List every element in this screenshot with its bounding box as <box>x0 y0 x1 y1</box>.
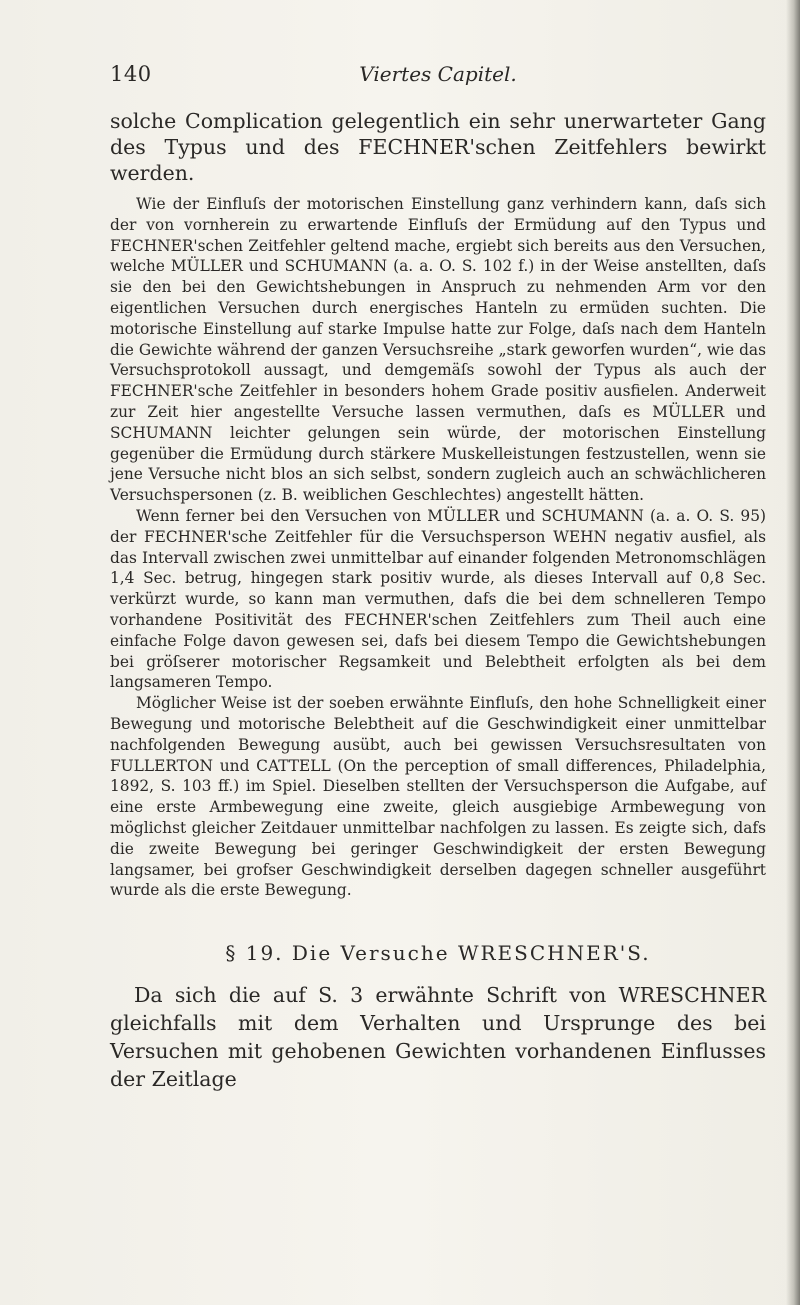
page-body <box>110 108 766 1093</box>
section-heading: § 19. Die Versuche WRESCHNER'S. <box>225 941 651 966</box>
closing-paragraph: Da sich die auf S. 3 erwähnte Schrift von WRESCHNER gleichfalls mit dem Verhalten und Ursprunge des bei Versuchen mit gehobenen Gewichten vorhandenen Einflusses der Zeitlage <box>110 983 766 1092</box>
paragraph-2: Wenn ferner bei den Versuchen von MÜLLER und SCHUMANN (a. a. O. S. 95) der FECHNER'sche Zeitfehler für die Versuchsperson WEHN negativ ausfiel, als das Intervall zwischen zwei unmittelbar auf einander folgenden Metronomschlägen 1,4 Sec. betrug, hingegen stark positiv wurde, als dieses Intervall auf 0,8 Sec. verkürzt wurde, so kann man vermuthen, dafs die bei dem schnelleren Tempo vorhandene Positivität des FECHNER'schen Zeitfehlers zum Theil auch eine einfache Folge davon gewesen sei, dafs bei diesem Tempo die Gewichtshebungen bei gröſserer motorischer Regsamkeit und Belebtheit erfolgten als bei dem langsameren Tempo. <box>110 506 766 692</box>
page-header <box>110 62 766 92</box>
running-head: Viertes Capitel. <box>359 62 517 86</box>
paragraph-3: Möglicher Weise ist der soeben erwähnte Einfluſs, den hohe Schnelligkeit einer Bewegung und motorische Belebtheit auf die Geschwindigkeit einer unmittelbar nachfolgenden Bewegung ausübt, auch bei gewissen Versuchsresultaten von FULLERTON und CATTELL (On the perception of small differences, Philadelphia, 1892, S. 103 ff.) im Spiel. Dieselben stellten der Versuchsperson die Aufgabe, auf eine erste Armbewegung eine zweite, gleich ausgiebige Armbewegung von möglichst gleicher Zeitdauer unmittelbar nachfolgen zu lassen. Es zeigte sich, dafs die zweite Bewegung bei geringer Geschwindigkeit der ersten Bewegung langsamer, bei grofser Geschwindigkeit derselben dagegen schneller ausgeführt wurde als die erste Bewegung. <box>110 694 766 900</box>
lead-paragraph: solche Complication gelegentlich ein sehr unerwarteter Gang des Typus und des FECHNER'schen Zeitfehlers bewirkt werden. <box>110 109 766 185</box>
paragraph-1: Wie der Einfluſs der motorischen Einstellung ganz verhindern kann, daſs sich der von vornherein zu erwartende Einfluſs der Ermüdung auf den Typus und FECHNER'schen Zeitfehler geltend mache, ergiebt sich bereits aus den Versuchen, welche MÜLLER und SCHUMANN (a. a. O. S. 102 f.) in der Weise anstellten, daſs sie den bei den Gewichtshebungen in Anspruch zu nehmenden Arm vor den eigentlichen Versuchen durch energisches Hanteln zu ermüden suchten. Die motorische Einstellung auf starke Impulse hatte zur Folge, daſs nach dem Hanteln die Gewichte während der ganzen Versuchsreihe „stark geworfen wurden“, wie das Versuchsprotokoll aussagt, und demgemäſs sowohl der Typus als auch der FECHNER'sche Zeitfehler in besonders hohem Grade positiv ausfielen. Anderweit zur Zeit hier angestellte Versuche lassen vermuthen, daſs es MÜLLER und SCHUMANN leichter gelungen sein würde, der motorischen Einstellung gegenüber die Ermüdung durch stärkere Muskelleistungen festzustellen, wenn sie jene Versuche nicht blos an sich selbst, sondern zugleich auch an schwächlicheren Versuchspersonen (z. B. weiblichen Geschlechtes) angestellt hätten. <box>110 195 766 505</box>
page-edge-shadow <box>786 0 800 1305</box>
page-number: 140 <box>110 62 152 86</box>
